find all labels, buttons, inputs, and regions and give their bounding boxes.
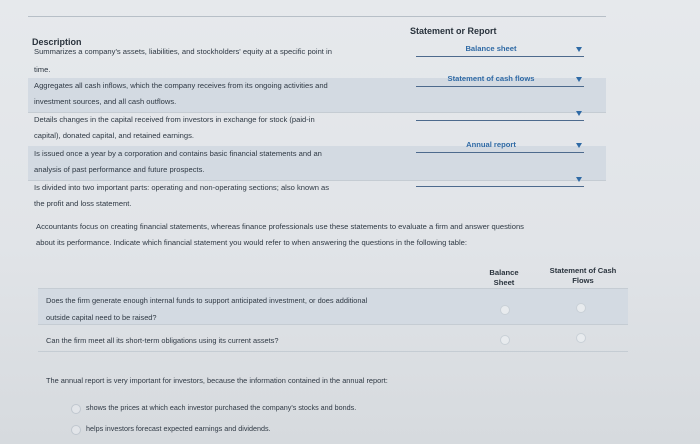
annual-report-prompt: The annual report is very important for investors, because the information contained in the annual report: [46, 376, 388, 385]
statement-select-3[interactable] [416, 110, 584, 121]
radio-q1-balance-sheet[interactable] [500, 305, 510, 315]
row-2-line-2: investment sources, and all cash outflows. [34, 97, 177, 106]
option-1-label[interactable]: shows the prices at which each investor purchased the company's stocks and bonds. [86, 403, 357, 412]
row-5-line-1: Is divided into two important parts: operating and non-operating sections; also known as [34, 183, 330, 192]
row-3-line-1: Details changes in the capital received from investors in exchange for stock (paid-in [34, 115, 315, 124]
matching-row-2 [28, 74, 606, 113]
column-header-balance-sheet [476, 268, 532, 288]
instructions-paragraph [36, 219, 616, 251]
instructions-line-1: Accountants focus on creating financial statements, whereas finance professionals use these statements to evaluate a firm and answer questions [36, 222, 524, 231]
row-4-line-2: analysis of past performance and future prospects. [34, 165, 205, 174]
row-2-line-1: Aggregates all cash inflows, which the company receives from its ongoing activities and [34, 81, 328, 90]
row-3-line-2: capital), donated capital, and retained earnings. [34, 131, 194, 140]
option-2-label[interactable]: helps investors forecast expected earnings and dividends. [86, 424, 271, 433]
option-2-radio[interactable] [71, 425, 81, 435]
statement-select-5[interactable] [416, 176, 584, 187]
column-header-cash-flows [540, 266, 626, 286]
chevron-down-icon [576, 177, 582, 182]
row-1-line-2: time. [34, 65, 51, 74]
radio-q2-balance-sheet[interactable] [500, 335, 510, 345]
radio-q1-cash-flows[interactable] [576, 303, 586, 313]
question-row-1 [38, 288, 628, 325]
header-description: Description [32, 37, 82, 47]
chevron-down-icon [576, 143, 582, 148]
chevron-down-icon [576, 77, 582, 82]
column-header-balance-sheet-line-2: Sheet [493, 278, 515, 287]
column-header-cash-flows-line-1: Statement of Cash [549, 266, 617, 275]
column-header-cash-flows-line-2: Flows [572, 276, 594, 285]
column-header-balance-sheet-line-1: Balance [489, 268, 519, 277]
question-1-line-2: outside capital need to be raised? [46, 313, 157, 322]
statement-select-2-value: Statement of cash flows [447, 74, 535, 83]
row-4-line-1: Is issued once a year by a corporation and contains basic financial statements and an [34, 149, 322, 158]
matching-row-5 [28, 180, 606, 214]
instructions-line-2: about its performance. Indicate which financial statement you would refer to when answering the questions in the following table: [36, 238, 467, 247]
option-1-radio[interactable] [71, 404, 81, 414]
statement-select-1[interactable] [416, 46, 584, 57]
statement-select-2[interactable] [416, 76, 584, 87]
table-top-border [28, 16, 606, 17]
row-5-line-2: the profit and loss statement. [34, 199, 132, 208]
header-statement-or-report: Statement or Report [410, 26, 497, 36]
statement-select-1-value: Balance sheet [465, 44, 517, 53]
chevron-down-icon [576, 47, 582, 52]
statement-select-4[interactable] [416, 142, 584, 153]
radio-q2-cash-flows[interactable] [576, 333, 586, 343]
question-row-2 [38, 324, 628, 352]
row-1-line-1: Summarizes a company's assets, liabilities, and stockholders' equity at a specific point in [34, 47, 332, 56]
question-1-line-1: Does the firm generate enough internal funds to support anticipated investment, or does additional [46, 296, 368, 305]
chevron-down-icon [576, 111, 582, 116]
question-2-line-1: Can the firm meet all its short-term obligations using its current assets? [46, 336, 279, 345]
statement-select-4-value: Annual report [466, 140, 516, 149]
